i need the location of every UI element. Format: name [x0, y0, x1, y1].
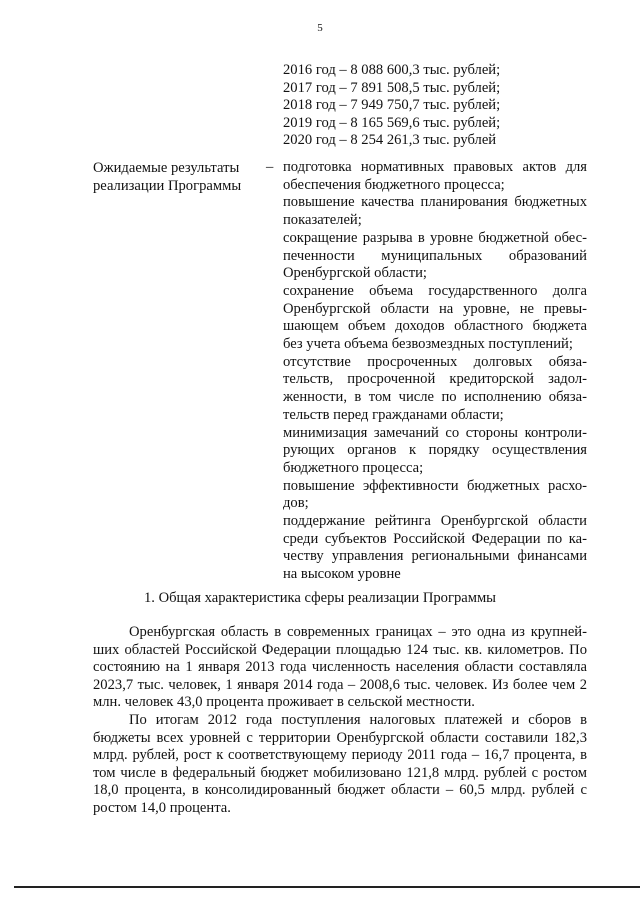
- section-body: [93, 624, 587, 818]
- funding-2020: 2020 год – 8 254 261,3 тыс. рублей: [283, 132, 497, 149]
- result-item: повышение эффективности бюджетных расходов;: [283, 477, 587, 512]
- page-number: 5: [317, 22, 323, 34]
- bottom-rule: [14, 886, 640, 888]
- result-item: отсутствие просроченных долговых обязательств, просроченной кредиторской задолженности, в том числе по исполнению обязательств перед гражданами области;: [283, 353, 587, 423]
- funding-by-year: [283, 62, 583, 150]
- funding-2017: 2017 год – 7 891 508,5 тыс. рублей;: [283, 79, 501, 96]
- result-item: сокращение разрыва в уровне бюджетной обеспеченности муниципальных образований Оренбургской области;: [283, 229, 587, 282]
- label-dash: –: [266, 159, 274, 175]
- expected-results-list: [283, 159, 587, 584]
- body-paragraph: По итогам 2012 года поступления налоговых платежей и сборов в бюджеты всех уровней с территории Оренбургской области составили 182,3 млрд. рублей, рост к соответствующему периоду 2011 года – 16,7 процента, в том числе в федеральный бюджет мобилизовано 121,8 млрд. рублей с ростом 18,0 процента, в консолидированный бюджет области – 60,5 млрд. рублей с ростом 14,0 процента.: [93, 711, 587, 816]
- body-paragraph: Оренбургская область в современных границах – это одна из крупнейших областей Российской Федерации площадью 124 тыс. кв. километров. По состоянию на 1 января 2013 года численность населения области составляла 2023,7 тыс. человек, 1 января 2014 года – 2008,6 тыс. человек. Из более чем 2 млн. человек 43,0 процента проживает в сельской местности.: [93, 624, 587, 711]
- funding-2016: 2016 год – 8 088 600,3 тыс. рублей;: [283, 62, 501, 78]
- result-item: сохранение объема государственного долга Оренбургской области на уровне, не превышающем объем доходов областного бюджета без учета объема безвозмездных поступлений;: [283, 282, 587, 353]
- result-item: подготовка нормативных правовых актов для обеспечения бюджетного процесса;: [283, 159, 587, 193]
- funding-2018: 2018 год – 7 949 750,7 тыс. рублей;: [283, 97, 501, 114]
- result-item: минимизация замечаний со стороны контролирующих органов к порядку осуществления бюджетного процесса;: [283, 424, 587, 476]
- result-item: повышение качества планирования бюджетных показателей;: [283, 194, 587, 229]
- expected-results-label: Ожидаемые результаты реализации Программы: [93, 160, 242, 194]
- funding-2019: 2019 год – 8 165 569,6 тыс. рублей;: [283, 114, 501, 131]
- section-heading: 1. Общая характеристика сферы реализации Программы: [144, 590, 496, 606]
- result-item: поддержание рейтинга Оренбургской области среди субъектов Российской Федерации по качеству управления региональными финансами на высоком уровне: [283, 513, 587, 583]
